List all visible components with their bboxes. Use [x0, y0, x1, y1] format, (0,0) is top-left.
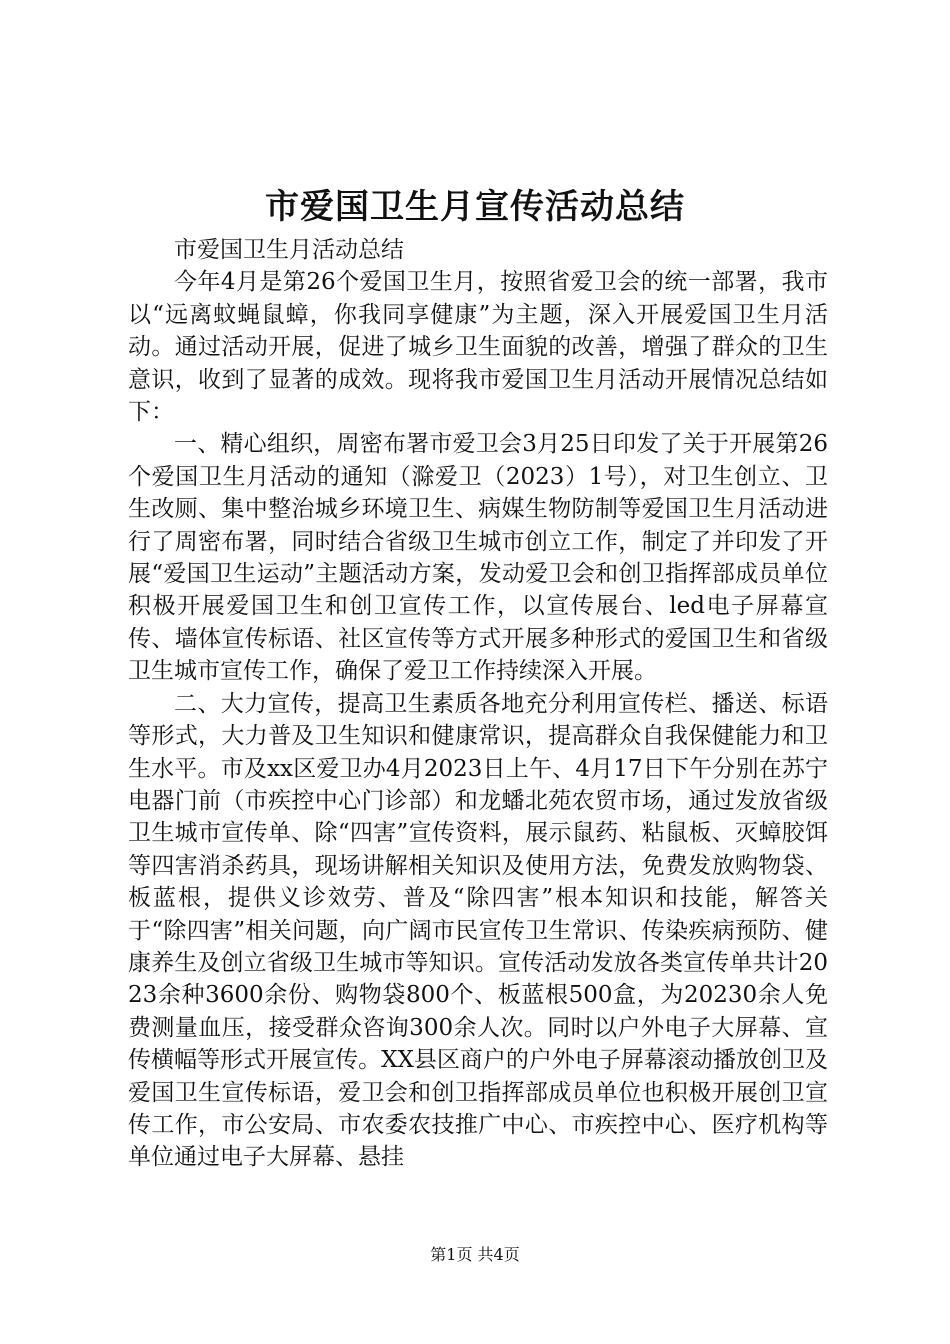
- document-body: [128, 234, 828, 1174]
- paragraph-intro: 今年4月是第26个爱国卫生月，按照省爱卫会的统一部署，我市以“远离蚊蝇鼠蟑，你我同享健康”为主题，深入开展爱国卫生月活动。通过活动开展，促进了城乡卫生面貌的改善，增强了群众的卫生意识，收到了显著的成效。现将我市爱国卫生月活动开展情况总结如下：: [128, 269, 828, 426]
- paragraph-section-one: 一、精心组织，周密布署市爱卫会3月25日印发了关于开展第26个爱国卫生月活动的通知（滁爱卫（2023）1号），对卫生创立、卫生改厕、集中整治城乡环境卫生、病媒生物防制等爱国卫生月活动进行了周密布署，同时结合省级卫生城市创立工作，制定了并印发了开展“爱国卫生运动”主题活动方案，发动爱卫会和创卫指挥部成员单位积极开展爱国卫生和创卫宣传工作，以宣传展台、led电子屏幕宣传、墙体宣传标语、社区宣传等方式开展多种形式的爱国卫生和省级卫生城市宣传工作，确保了爱卫工作持续深入开展。: [128, 431, 828, 685]
- document-title: 市爱国卫生月宣传活动总结: [265, 187, 685, 227]
- page-footer: 第1页 共4页: [430, 1245, 520, 1264]
- paragraph-section-two: 二、大力宣传，提高卫生素质各地充分利用宣传栏、播送、标语等形式，大力普及卫生知识和健康常识，提高群众自我保健能力和卫生水平。市及xx区爱卫办4月2023日上午、4月17日下午分别在苏宁电器门前（市疾控中心门诊部）和龙蟠北苑农贸市场，通过发放省级卫生城市宣传单、除“四害”宣传资料，展示鼠药、粘鼠板、灭蟑胶饵等四害消杀药具，现场讲解相关知识及使用方法，免费发放购物袋、板蓝根，提供义诊效劳、普及“除四害”根本知识和技能，解答关于“除四害”相关问题，向广阔市民宣传卫生常识、传染疾病预防、健康养生及创立省级卫生城市等知识。宣传活动发放各类宣传单共计2023余种3600余份、购物袋800个、板蓝根500盒，为20230余人免费测量血压，接受群众咨询300余人次。同时以户外电子大屏幕、宣传横幅等形式开展宣传。XX县区商户的户外电子屏幕滚动播放创卫及爱国卫生宣传标语，爱卫会和创卫指挥部成员单位也积极开展创卫宣传工作，市公安局、市农委农技推广中心、市疾控中心、医疗机构等单位通过电子大屏幕、悬挂: [128, 690, 828, 1171]
- paragraph-subtitle: 市爱国卫生月活动总结: [174, 237, 404, 263]
